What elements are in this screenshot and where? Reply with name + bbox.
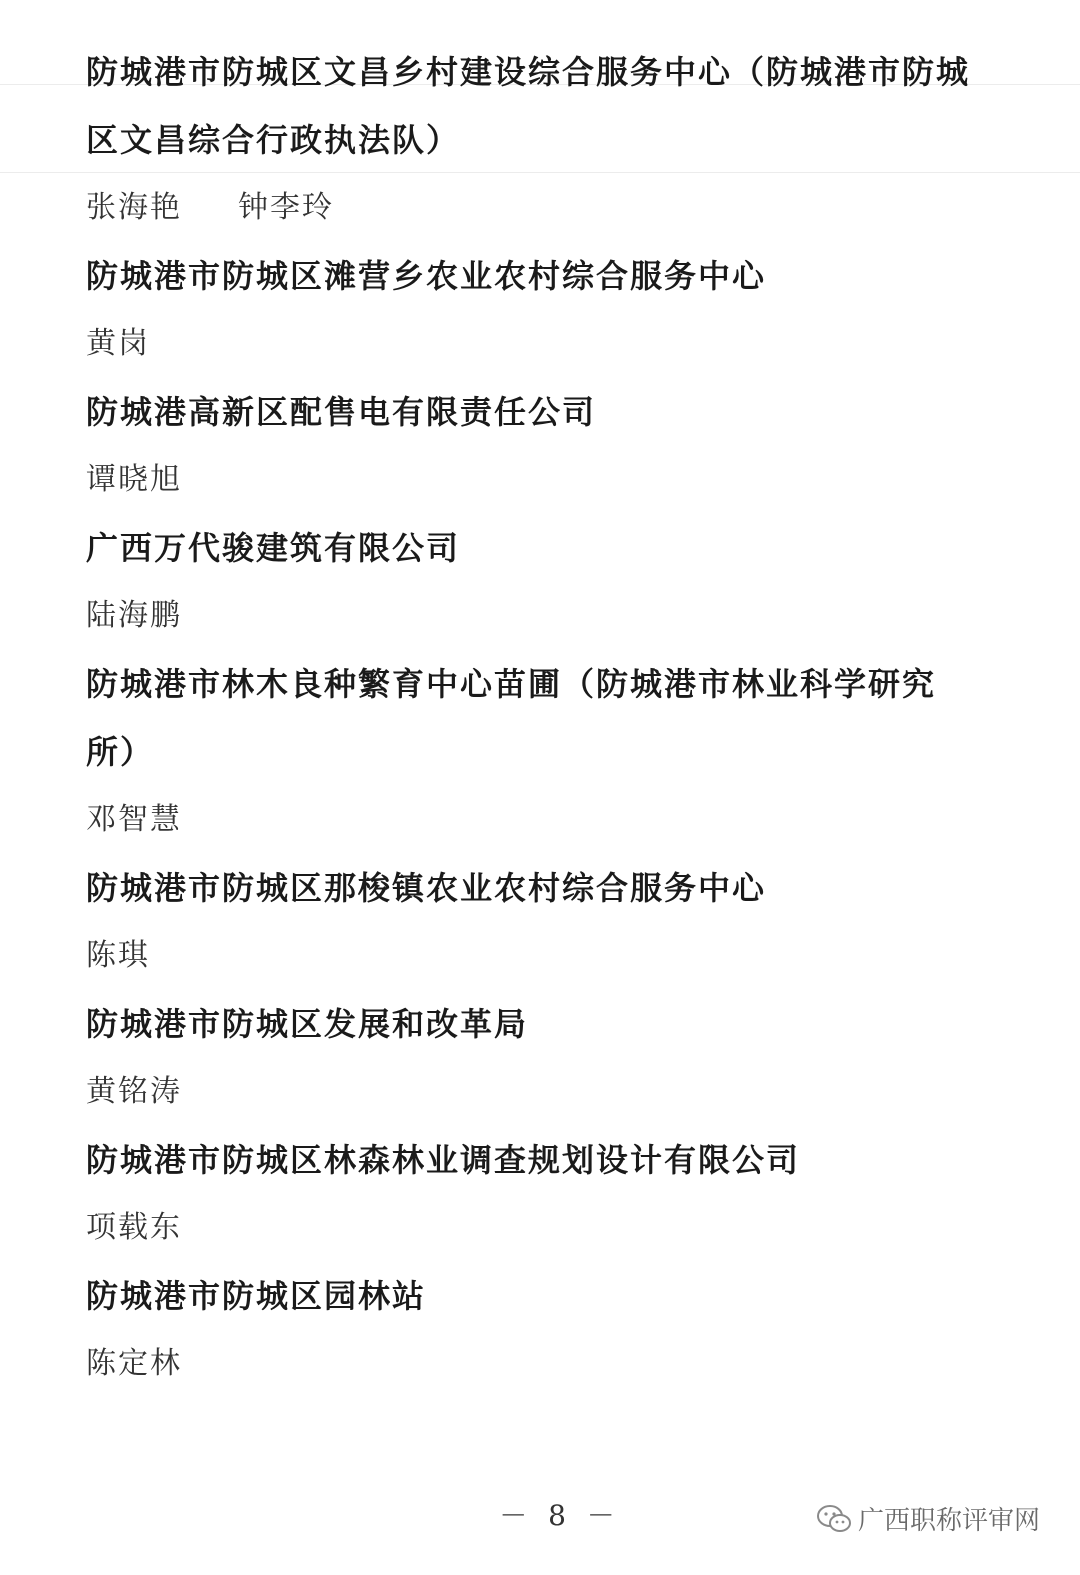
person-name: 邓智慧: [86, 802, 182, 837]
organization-name: 防城港市林木良种繁育中心苗圃（防城港市林业科学研究所）: [86, 665, 937, 771]
people-names: [86, 1330, 986, 1398]
people-names: [86, 922, 986, 990]
entry-list: [86, 38, 986, 1398]
organization-name: 防城港市防城区滩营乡农业农村综合服务中心: [86, 257, 767, 295]
person-name: 黄岗: [86, 326, 150, 361]
people-names: [86, 1058, 986, 1126]
organization-name: 防城港市防城区林森林业调查规划设计有限公司: [86, 1141, 801, 1179]
entry: [86, 38, 986, 242]
entry: [86, 854, 986, 990]
entry: [86, 650, 986, 854]
people-names: [86, 174, 986, 242]
watermark: [816, 1500, 1040, 1537]
page-number: － 8 －: [499, 1499, 621, 1532]
organization-name: 广西万代骏建筑有限公司: [86, 529, 461, 567]
people-names: [86, 1194, 986, 1262]
people-names: [86, 786, 986, 854]
organization-name: 防城港高新区配售电有限责任公司: [86, 393, 597, 431]
entry: [86, 1126, 986, 1262]
person-name: 钟李玲: [238, 190, 334, 225]
people-names: [86, 446, 986, 514]
person-name: 项载东: [86, 1210, 182, 1245]
watermark-text: 广西职称评审网: [857, 1506, 1040, 1536]
organization-name: 防城港市防城区发展和改革局: [86, 1005, 529, 1043]
person-name: 黄铭涛: [86, 1074, 182, 1109]
person-name: 陈琪: [86, 938, 150, 973]
person-name: 陆海鹏: [86, 598, 182, 633]
entry: [86, 378, 986, 514]
entry: [86, 514, 986, 650]
person-name: 谭晓旭: [86, 462, 182, 497]
organization-name: 防城港市防城区那梭镇农业农村综合服务中心: [86, 869, 767, 907]
entry: [86, 242, 986, 378]
people-names: [86, 582, 986, 650]
person-name: 张海艳: [86, 190, 182, 225]
entry: [86, 1262, 986, 1398]
entry: [86, 990, 986, 1126]
person-name: 陈定林: [86, 1346, 182, 1381]
organization-name: 防城港市防城区园林站: [86, 1277, 427, 1315]
organization-name: 防城港市防城区文昌乡村建设综合服务中心（防城港市防城区文昌综合行政执法队）: [86, 53, 971, 159]
people-names: [86, 310, 986, 378]
wechat-icon: [816, 1504, 852, 1534]
